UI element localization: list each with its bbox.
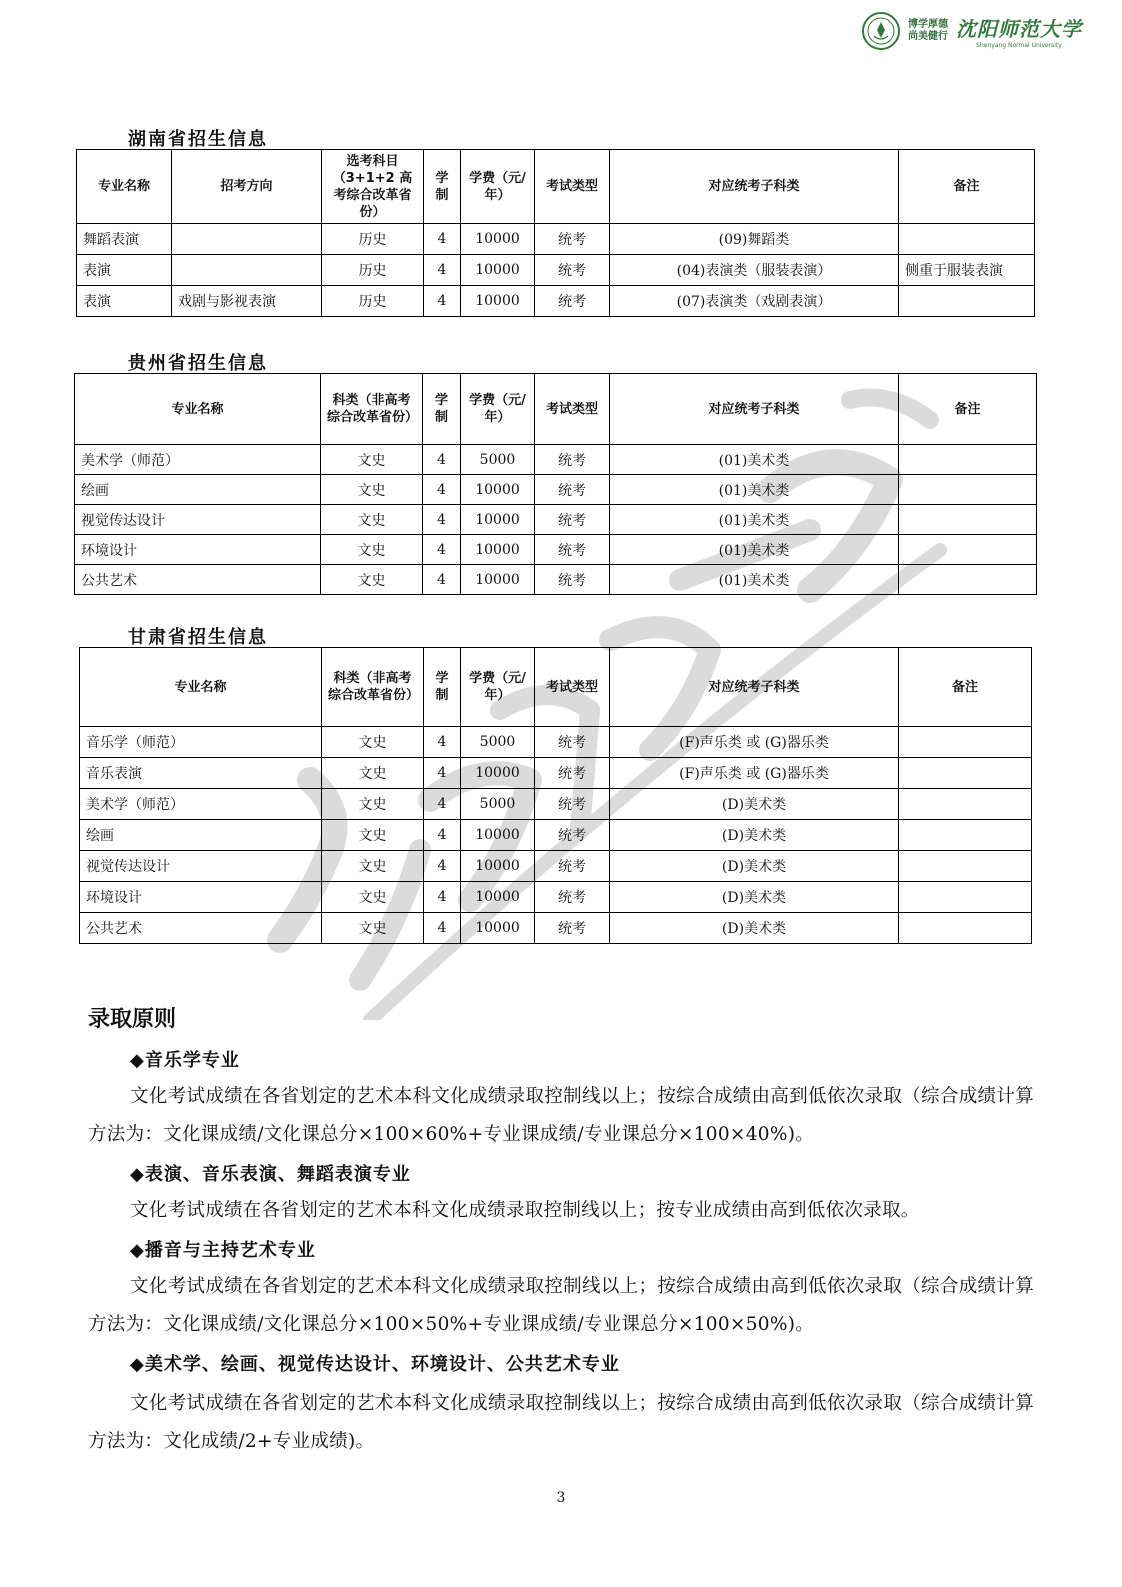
- cell-exam-type: 统考: [535, 727, 610, 758]
- cell-category: 文史: [322, 758, 424, 789]
- cell-major: 美术学（师范）: [75, 445, 321, 475]
- cell-category: 文史: [321, 505, 423, 535]
- university-name-en: Shenyang Normal University: [976, 42, 1062, 49]
- header-subcategory: 对应统考子科类: [610, 648, 899, 727]
- cell-direction: [172, 255, 322, 286]
- university-motto: [908, 19, 948, 43]
- university-logo: [862, 12, 1082, 50]
- cell-remarks: [899, 758, 1032, 789]
- guizhou-section-title: 贵州省招生信息: [128, 353, 268, 374]
- header-tuition: 学费（元/年）: [461, 648, 535, 727]
- cell-remarks: [899, 286, 1035, 317]
- table-header-row: [80, 648, 1032, 727]
- cell-years: 4: [423, 535, 461, 565]
- cell-category: 文史: [322, 882, 424, 913]
- cell-category: 文史: [322, 820, 424, 851]
- header-category: 科类（非高考综合改革省份）: [321, 374, 423, 445]
- cell-tuition: 5000: [461, 445, 535, 475]
- cell-subjects: 历史: [322, 286, 424, 317]
- cell-subcategory: (D)美术类: [610, 851, 899, 882]
- header-major: 专业名称: [77, 150, 172, 224]
- cell-remarks: [899, 565, 1037, 595]
- cell-years: 4: [424, 255, 461, 286]
- cell-remarks: 侧重于服装表演: [899, 255, 1035, 286]
- header-years: 学制: [424, 648, 461, 727]
- table-row: [80, 882, 1032, 913]
- cell-years: 4: [424, 224, 461, 255]
- cell-major: 公共艺术: [80, 913, 322, 944]
- cell-subcategory: (D)美术类: [610, 882, 899, 913]
- cell-exam-type: 统考: [535, 789, 610, 820]
- cell-major: 音乐学（师范）: [80, 727, 322, 758]
- cell-major: 舞蹈表演: [77, 224, 172, 255]
- header-major: 专业名称: [80, 648, 322, 727]
- cell-major: 美术学（师范）: [80, 789, 322, 820]
- principle-text: 文化考试成绩在各省划定的艺术本科文化成绩录取控制线以上；按综合成绩由高到低依次录取（综合成绩计算方法为：文化课成绩/文化课总分×100×50%+专业课成绩/专业课总分×100×50%)。: [88, 1276, 1034, 1335]
- cell-subcategory: (F)声乐类 或 (G)器乐类: [610, 727, 899, 758]
- cell-exam-type: 统考: [535, 224, 610, 255]
- cell-remarks: [899, 224, 1035, 255]
- cell-subcategory: (04)表演类（服装表演）: [610, 255, 899, 286]
- cell-exam-type: 统考: [535, 758, 610, 789]
- cell-subcategory: (01)美术类: [610, 535, 899, 565]
- table-row: [75, 565, 1037, 595]
- cell-tuition: 10000: [461, 286, 535, 317]
- cell-major: 视觉传达设计: [75, 505, 321, 535]
- cell-tuition: 10000: [461, 505, 535, 535]
- table-header-row: [75, 374, 1037, 445]
- cell-subcategory: (01)美术类: [610, 565, 899, 595]
- cell-tuition: 10000: [461, 565, 535, 595]
- header-remarks: 备注: [899, 374, 1037, 445]
- header-subcategory: 对应统考子科类: [610, 374, 899, 445]
- header-tuition: 学费（元/年）: [461, 150, 535, 224]
- table-row: [80, 851, 1032, 882]
- cell-category: 文史: [322, 913, 424, 944]
- cell-remarks: [899, 475, 1037, 505]
- cell-major: 绘画: [80, 820, 322, 851]
- university-name: [956, 13, 1082, 49]
- cell-exam-type: 统考: [535, 535, 610, 565]
- cell-exam-type: 统考: [535, 565, 610, 595]
- cell-remarks: [899, 445, 1037, 475]
- cell-major: 环境设计: [75, 535, 321, 565]
- table-row: [77, 224, 1035, 255]
- cell-major: 表演: [77, 255, 172, 286]
- table-row: [77, 286, 1035, 317]
- table-row: [75, 445, 1037, 475]
- cell-major: 绘画: [75, 475, 321, 505]
- motto-line-2: 尚美健行: [908, 31, 948, 42]
- table-row: [80, 758, 1032, 789]
- principle-text: 文化考试成绩在各省划定的艺术本科文化成绩录取控制线以上；按综合成绩由高到低依次录取（综合成绩计算方法为：文化成绩/2+专业成绩)。: [88, 1393, 1034, 1452]
- table-row: [75, 535, 1037, 565]
- cell-years: 4: [424, 851, 461, 882]
- cell-years: 4: [423, 445, 461, 475]
- cell-category: 文史: [322, 727, 424, 758]
- cell-subcategory: (F)声乐类 或 (G)器乐类: [610, 758, 899, 789]
- cell-tuition: 10000: [461, 224, 535, 255]
- cell-major: 环境设计: [80, 882, 322, 913]
- header-subcategory: 对应统考子科类: [610, 150, 899, 224]
- principle-heading: ◆音乐学专业: [130, 1050, 240, 1071]
- cell-years: 4: [424, 727, 461, 758]
- cell-category: 文史: [322, 851, 424, 882]
- cell-exam-type: 统考: [535, 820, 610, 851]
- cell-exam-type: 统考: [535, 882, 610, 913]
- header-years: 学制: [424, 150, 461, 224]
- header-exam-type: 考试类型: [535, 150, 610, 224]
- cell-major: 音乐表演: [80, 758, 322, 789]
- cell-major: 视觉传达设计: [80, 851, 322, 882]
- cell-exam-type: 统考: [535, 255, 610, 286]
- cell-category: 文史: [321, 475, 423, 505]
- cell-tuition: 5000: [461, 727, 535, 758]
- cell-category: 文史: [321, 535, 423, 565]
- header-subjects: 选考科目（3+1+2 高考综合改革省份）: [322, 150, 424, 224]
- cell-tuition: 10000: [461, 475, 535, 505]
- table-row: [80, 789, 1032, 820]
- university-name-cn: 沈阳师范大学: [956, 17, 1082, 41]
- cell-tuition: 5000: [461, 789, 535, 820]
- cell-remarks: [899, 727, 1032, 758]
- principle-text: 文化考试成绩在各省划定的艺术本科文化成绩录取控制线以上；按综合成绩由高到低依次录取（综合成绩计算方法为：文化课成绩/文化课总分×100×60%+专业课成绩/专业课总分×100×40%)。: [88, 1086, 1034, 1145]
- cell-category: 文史: [321, 565, 423, 595]
- cell-exam-type: 统考: [535, 851, 610, 882]
- cell-direction: [172, 224, 322, 255]
- cell-category: 文史: [321, 445, 423, 475]
- header-years: 学制: [423, 374, 461, 445]
- cell-tuition: 10000: [461, 820, 535, 851]
- table-row: [75, 505, 1037, 535]
- guizhou-admission-table: [74, 373, 1037, 595]
- header-remarks: 备注: [899, 648, 1032, 727]
- cell-remarks: [899, 913, 1032, 944]
- cell-years: 4: [424, 789, 461, 820]
- table-row: [80, 913, 1032, 944]
- cell-category: 文史: [322, 789, 424, 820]
- page-number: 3: [556, 1490, 566, 1506]
- header-category: 科类（非高考综合改革省份）: [322, 648, 424, 727]
- cell-tuition: 10000: [461, 255, 535, 286]
- header-remarks: 备注: [899, 150, 1035, 224]
- cell-subcategory: (01)美术类: [610, 505, 899, 535]
- hunan-admission-table: [76, 149, 1035, 317]
- cell-exam-type: 统考: [535, 505, 610, 535]
- cell-subcategory: (09)舞蹈类: [610, 224, 899, 255]
- university-seal-icon: [862, 12, 900, 50]
- table-row: [80, 727, 1032, 758]
- table-row: [77, 255, 1035, 286]
- table-row: [75, 475, 1037, 505]
- header-tuition: 学费（元/年）: [461, 374, 535, 445]
- header-exam-type: 考试类型: [535, 648, 610, 727]
- cell-direction: 戏剧与影视表演: [172, 286, 322, 317]
- motto-line-1: 博学厚德: [908, 19, 948, 30]
- cell-years: 4: [424, 882, 461, 913]
- principles-heading: 录取原则: [88, 1007, 177, 1032]
- cell-remarks: [899, 505, 1037, 535]
- cell-tuition: 10000: [461, 535, 535, 565]
- cell-exam-type: 统考: [535, 475, 610, 505]
- cell-tuition: 10000: [461, 913, 535, 944]
- cell-remarks: [899, 882, 1032, 913]
- cell-remarks: [899, 820, 1032, 851]
- cell-years: 4: [424, 286, 461, 317]
- gansu-section-title: 甘肃省招生信息: [128, 627, 268, 648]
- cell-years: 4: [423, 565, 461, 595]
- principle-text: 文化考试成绩在各省划定的艺术本科文化成绩录取控制线以上；按专业成绩由高到低依次录取。: [130, 1200, 920, 1221]
- table-row: [80, 820, 1032, 851]
- cell-subcategory: (01)美术类: [610, 475, 899, 505]
- principle-heading: ◆美术学、绘画、视觉传达设计、环境设计、公共艺术专业: [130, 1354, 620, 1375]
- cell-subcategory: (07)表演类（戏剧表演）: [610, 286, 899, 317]
- cell-remarks: [899, 851, 1032, 882]
- cell-subcategory: (D)美术类: [610, 820, 899, 851]
- cell-subcategory: (D)美术类: [610, 789, 899, 820]
- cell-major: 表演: [77, 286, 172, 317]
- cell-years: 4: [424, 758, 461, 789]
- cell-exam-type: 统考: [535, 445, 610, 475]
- header-exam-type: 考试类型: [535, 374, 610, 445]
- cell-subjects: 历史: [322, 224, 424, 255]
- cell-tuition: 10000: [461, 758, 535, 789]
- cell-years: 4: [424, 820, 461, 851]
- table-header-row: [77, 150, 1035, 224]
- header-major: 专业名称: [75, 374, 321, 445]
- cell-tuition: 10000: [461, 882, 535, 913]
- hunan-section-title: 湖南省招生信息: [128, 129, 268, 150]
- cell-major: 公共艺术: [75, 565, 321, 595]
- principle-heading: ◆播音与主持艺术专业: [130, 1240, 316, 1261]
- cell-tuition: 10000: [461, 851, 535, 882]
- cell-years: 4: [423, 475, 461, 505]
- gansu-admission-table: [79, 647, 1032, 944]
- cell-years: 4: [424, 913, 461, 944]
- cell-exam-type: 统考: [535, 286, 610, 317]
- cell-subcategory: (01)美术类: [610, 445, 899, 475]
- cell-exam-type: 统考: [535, 913, 610, 944]
- principle-heading: ◆表演、音乐表演、舞蹈表演专业: [130, 1164, 411, 1185]
- cell-remarks: [899, 789, 1032, 820]
- cell-subcategory: (D)美术类: [610, 913, 899, 944]
- cell-subjects: 历史: [322, 255, 424, 286]
- cell-remarks: [899, 535, 1037, 565]
- cell-years: 4: [423, 505, 461, 535]
- header-direction: 招考方向: [172, 150, 322, 224]
